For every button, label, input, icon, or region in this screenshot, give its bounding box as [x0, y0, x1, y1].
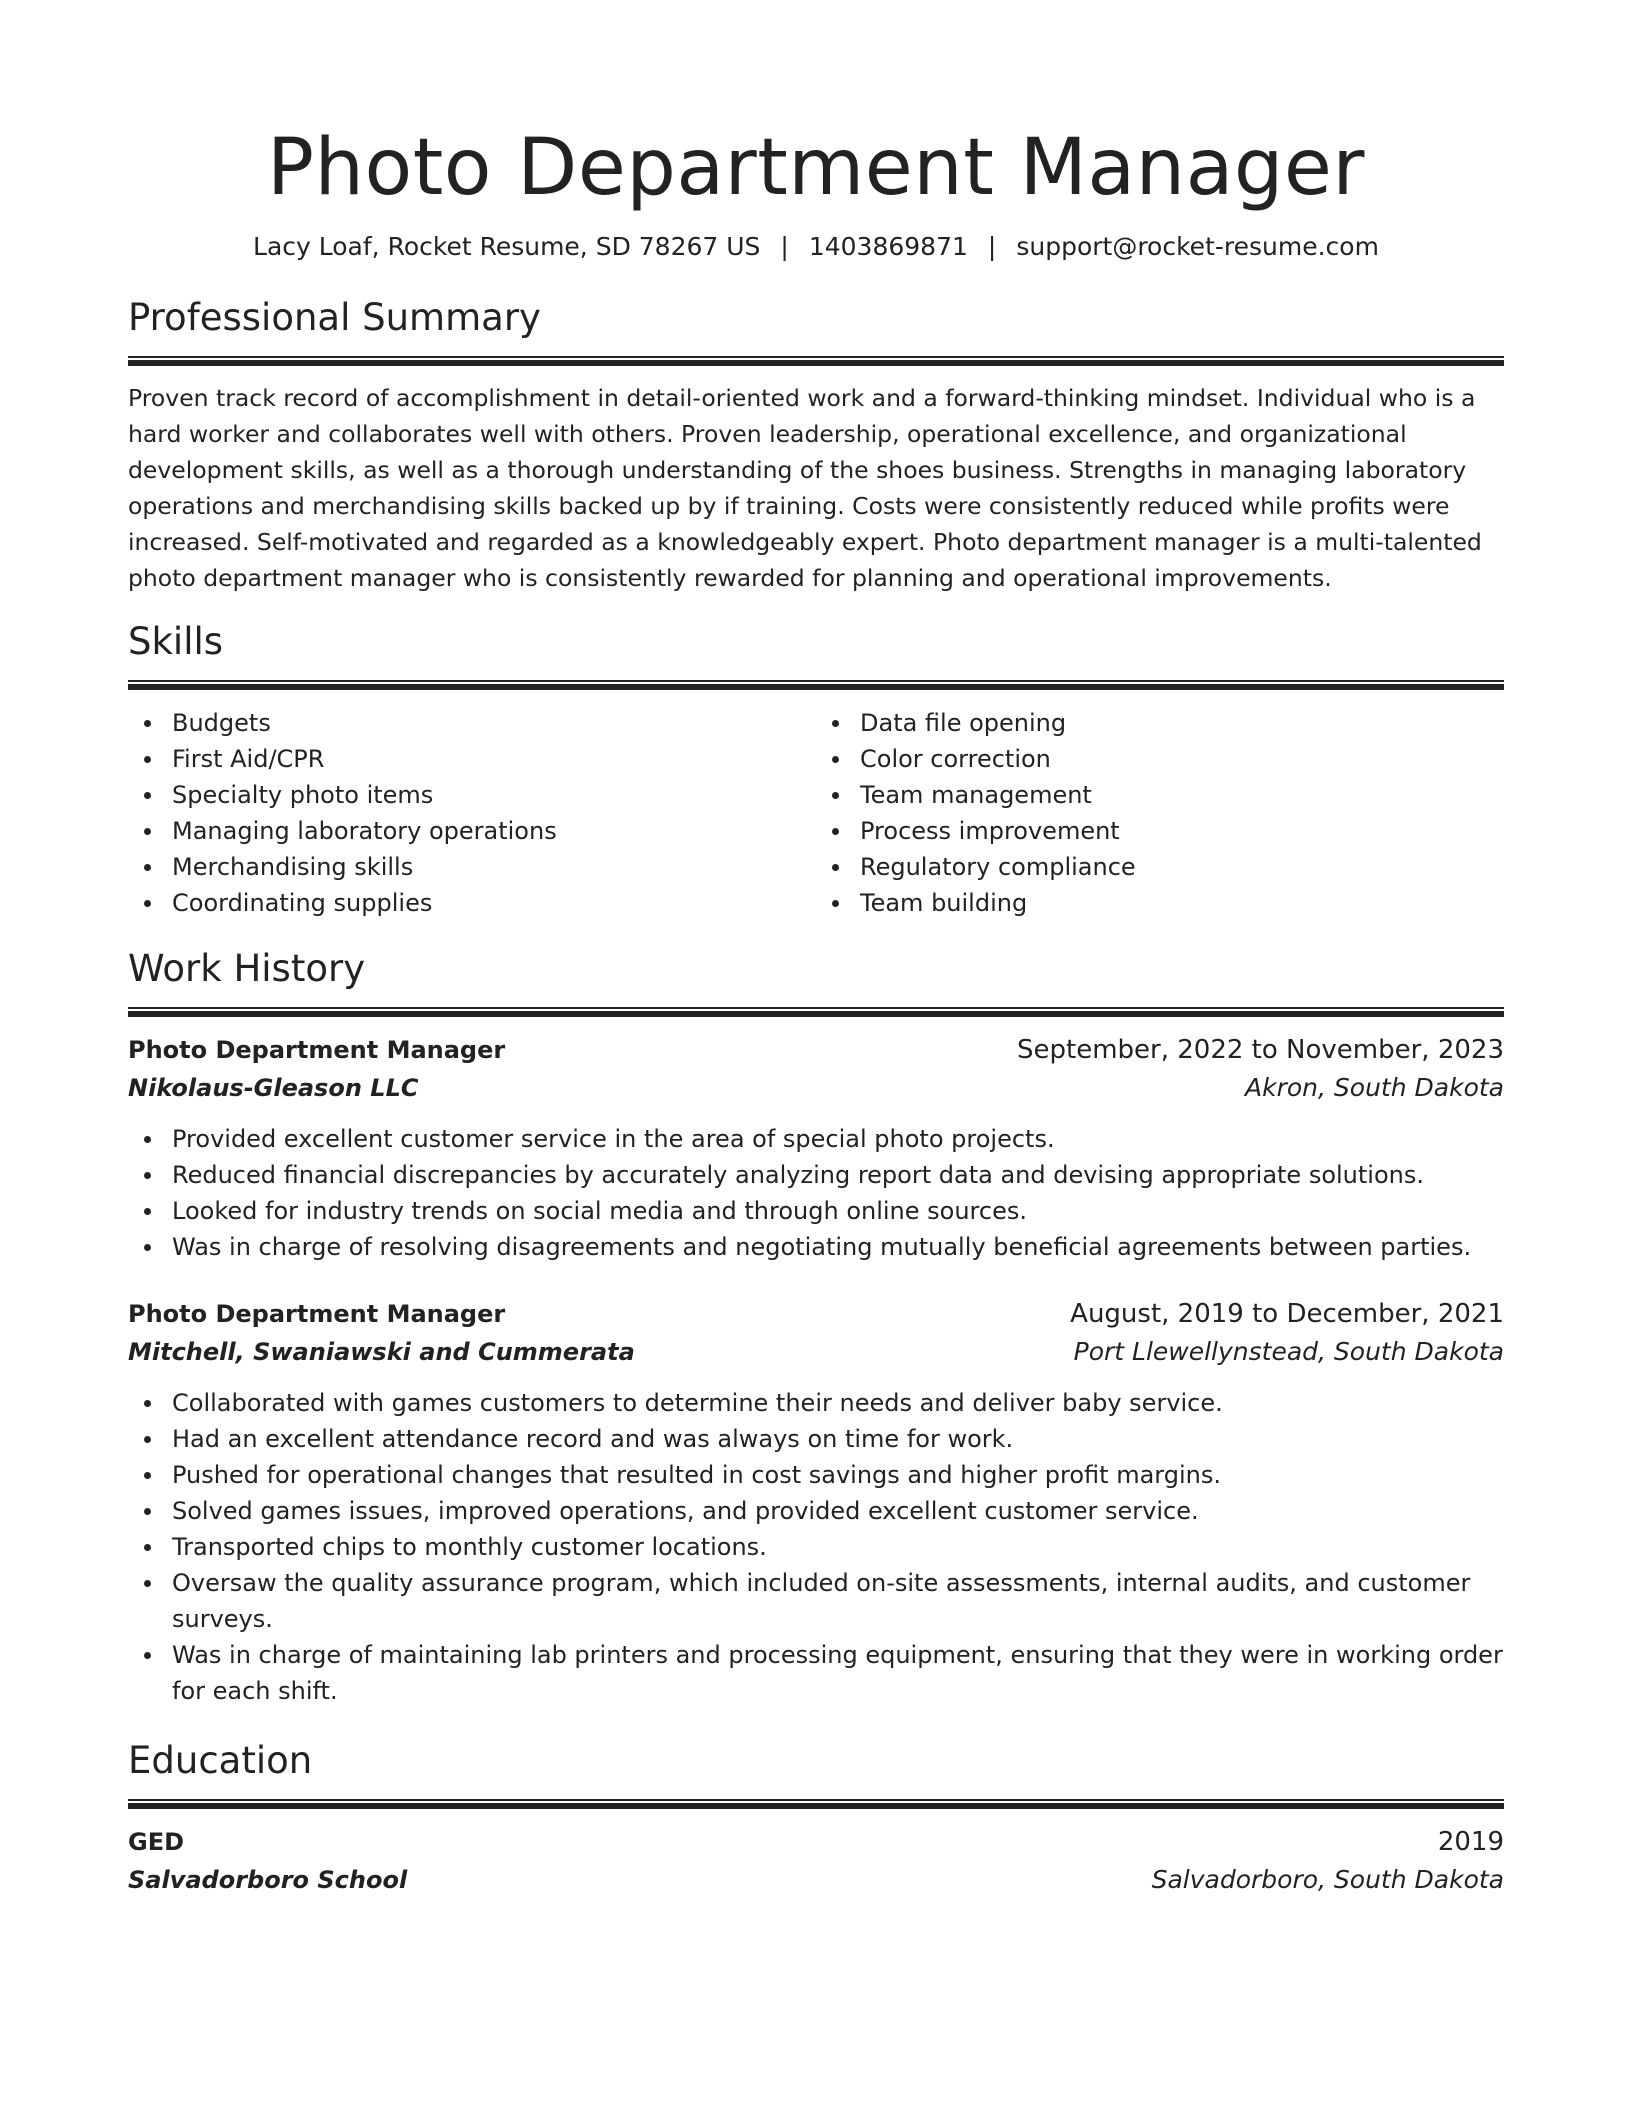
skill-item: Regulatory compliance	[860, 849, 1504, 885]
skill-item: Data file opening	[860, 705, 1504, 741]
skill-item: Merchandising skills	[172, 849, 816, 885]
education-year: 2019	[1437, 1827, 1504, 1857]
summary-text: Proven track record of accomplishment in detail-oriented work and a forward-thinking mindset. Individual who is a hard worker and collaborates well with others. Proven leadership, operational excellence, and organizational development skills, as well as a thorough understanding of the shoes business. Strengths in managing laboratory operations and merchandising skills backed up by if training. Costs were consistently reduced while profits were increased. Self-motivated and regarded as a knowledgeably expert. Photo department manager is a multi-talented photo department manager who is consistently rewarded for planning and operational improvements.	[128, 384, 1482, 592]
job-header-row	[128, 1031, 1504, 1069]
skill-item: Managing laboratory operations	[172, 813, 816, 849]
job-location: Port Llewellynstead, South Dakota	[1073, 1337, 1504, 1366]
job-bullet: Oversaw the quality assurance program, which included on-site assessments, internal audits, and customer surveys.	[172, 1565, 1504, 1637]
job-dates: September, 2022 to November, 2023	[1017, 1035, 1504, 1065]
education-section	[128, 1737, 1504, 1899]
work-history-section	[128, 945, 1504, 1709]
education-degree: GED	[128, 1828, 185, 1856]
resume-page	[128, 0, 1504, 1899]
section-divider	[128, 356, 1504, 366]
job-bullet: Collaborated with games customers to determine their needs and deliver baby service.	[172, 1385, 1504, 1421]
job-title: Photo Department Manager	[128, 1036, 506, 1064]
contact-phone: 1403869871	[808, 232, 968, 261]
contact-email: support@rocket-resume.com	[1016, 232, 1379, 261]
section-title-skills: Skills	[128, 620, 224, 663]
job-location: Akron, South Dakota	[1245, 1073, 1504, 1102]
skill-item: Specialty photo items	[172, 777, 816, 813]
job-bullet: Was in charge of maintaining lab printers and processing equipment, ensuring that they were in working order for each shift.	[172, 1637, 1504, 1709]
skills-section	[128, 618, 1504, 921]
skills-list-left	[128, 705, 816, 921]
skills-list-right	[816, 705, 1504, 921]
job-company-row	[128, 1069, 1504, 1107]
skill-item: Team building	[860, 885, 1504, 921]
section-divider	[128, 680, 1504, 690]
job-bullet: Provided excellent customer service in the area of special photo projects.	[172, 1121, 1504, 1157]
section-divider	[128, 1799, 1504, 1809]
job-bullet: Solved games issues, improved operations, and provided excellent customer service.	[172, 1493, 1504, 1529]
job-company: Mitchell, Swaniawski and Cummerata	[128, 1338, 635, 1366]
section-title-work-history: Work History	[128, 947, 366, 990]
section-title-education: Education	[128, 1739, 313, 1782]
contact-separator: |	[780, 232, 789, 261]
job-header-row	[128, 1295, 1504, 1333]
education-entry	[128, 1823, 1504, 1899]
job-bullet: Was in charge of resolving disagreements and negotiating mutually beneficial agreements between parties.	[172, 1229, 1504, 1265]
job-bullet: Looked for industry trends on social media and through online sources.	[172, 1193, 1504, 1229]
job-dates: August, 2019 to December, 2021	[1070, 1299, 1504, 1329]
skill-item: Color correction	[860, 741, 1504, 777]
job-bullets	[128, 1385, 1504, 1709]
skills-columns	[128, 705, 1504, 921]
job-entry	[128, 1031, 1504, 1265]
job-bullet: Reduced financial discrepancies by accurately analyzing report data and devising appropriate solutions.	[172, 1157, 1504, 1193]
contact-address: Lacy Loaf, Rocket Resume, SD 78267 US	[253, 232, 761, 261]
job-company: Nikolaus-Gleason LLC	[128, 1074, 419, 1102]
education-school: Salvadorboro School	[128, 1866, 408, 1894]
skill-item: Team management	[860, 777, 1504, 813]
education-location: Salvadorboro, South Dakota	[1151, 1865, 1504, 1894]
skill-item: Budgets	[172, 705, 816, 741]
skill-item: Process improvement	[860, 813, 1504, 849]
section-title-summary: Professional Summary	[128, 296, 541, 339]
job-entry	[128, 1295, 1504, 1709]
job-bullet: Pushed for operational changes that resulted in cost savings and higher profit margins.	[172, 1457, 1504, 1493]
contact-separator: |	[987, 232, 997, 261]
education-header-row	[128, 1823, 1504, 1861]
section-divider	[128, 1007, 1504, 1017]
job-bullet: Had an excellent attendance record and was always on time for work.	[172, 1421, 1504, 1457]
contact-line	[128, 230, 1504, 264]
resume-name-title: Photo Department Manager	[267, 123, 1365, 213]
job-bullet: Transported chips to monthly customer locations.	[172, 1529, 1504, 1565]
skill-item: First Aid/CPR	[172, 741, 816, 777]
job-bullets	[128, 1121, 1504, 1265]
education-school-row	[128, 1861, 1504, 1899]
summary-section	[128, 294, 1504, 596]
job-title: Photo Department Manager	[128, 1300, 506, 1328]
skill-item: Coordinating supplies	[172, 885, 816, 921]
job-company-row	[128, 1333, 1504, 1371]
